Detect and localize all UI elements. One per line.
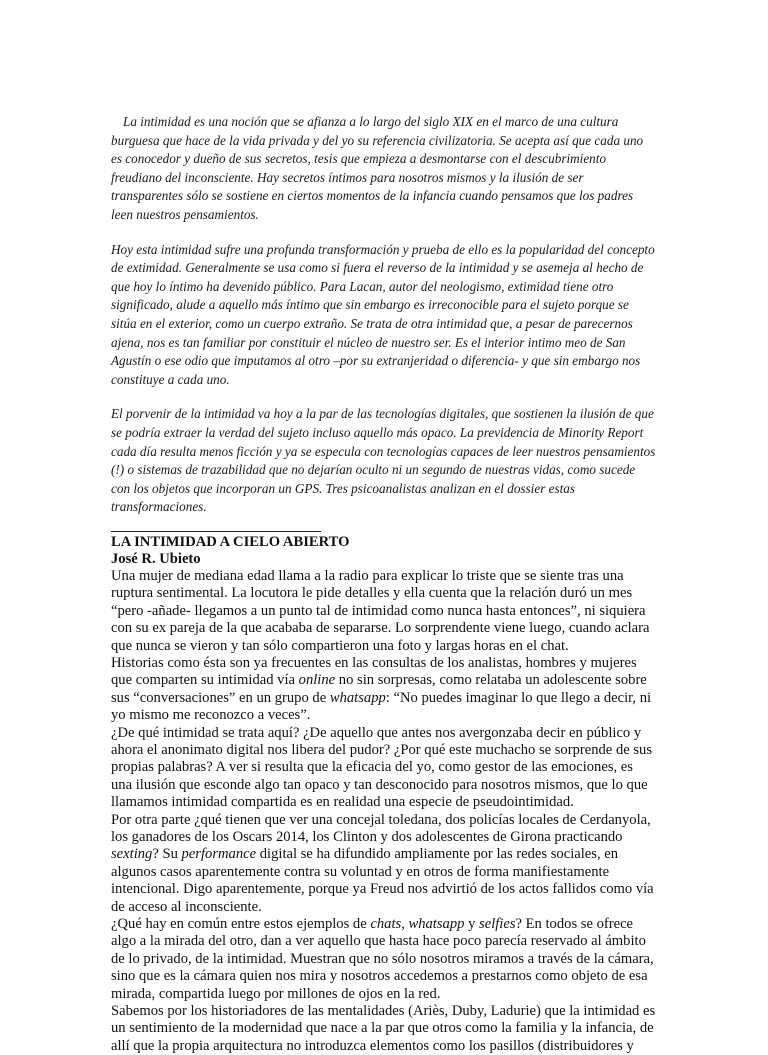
italic-term-performance: performance [181,846,257,863]
section-divider [111,531,321,532]
intro-paragraph-1: La intimidad es una noción que se afianza a lo largo del siglo XIX en el marco de una cultura burguesa que hace de la vida privada y del yo su referencia civilizatoria. Se acepta así que cada uno es conocedor y dueño de sus secretos, tesis que empieza a desmontarse con el descubrimiento freudiano del inconsciente. Hay secretos íntimos para nosotros mismos y la ilusión de ser transparentes sólo se sostiene en ciertos momentos de la infancia cuando pensamos que los padres leen nuestros pensamientos. [111,114,644,222]
italic-term-whatsapp: whatsapp [329,689,386,706]
italic-term-chats: chats [370,916,402,932]
text-run: Por otra parte ¿qué tienen que ver una concejal toledana, dos policías locales de Cerdanyola, los ganadores de los Oscars 2014, los Clinton y dos adolescentes de Girona practicando [111,811,651,845]
body-paragraph-6: Sabemos por los historiadores de las mentalidades (Ariès, Duby, Ladurie) que la intimidad es un sentimiento de la modernidad que nace a la par que otros como la familia y la infancia, de allí que la propia arquitectura no introduzca elementos como los pasillos (distribuidores y [111,1003,656,1054]
body-paragraph-5 [111,916,656,1003]
italic-term-sexting: sexting [111,846,153,863]
text-run: ? Su [152,846,182,863]
text-run: , [401,916,409,932]
text-run: : “No puedes imaginar lo que llego a decir, ni yo mismo me reconozco a veces”. [111,689,652,724]
text-run: no sin sorpresas, como relataba un adolescente sobre sus “conversaciones” en un grupo de [111,672,647,706]
text-run: digital se ha difundido ampliamente por las redes sociales, en algunos casos aparentemente contra su voluntad y en otros de forma manifiestamente intencional. Digo aparentemente, porque ya Freud nos advirtió de los actos fallidos como vía de acceso al inconsciente. [111,846,654,915]
article-title: LA INTIMIDAD A CIELO ABIERTO [111,533,350,550]
intro-section [111,113,656,517]
body-paragraph-1: Una mujer de mediana edad llama a la radio para explicar lo triste que se siente tras una ruptura sentimental. La locutora le pide detalles y ella cuenta que la relación duró un mes “pero -añade- llegamos a un punto tal de intimidad como nunca hasta entonces”, ni siquiera con su ex pareja de la que acababa de separarse. Lo sorprendente viene luego, cuando aclara que nunca se vieron y tan sólo compartieron una foto y largas horas en el chat. [111,567,650,654]
body-paragraph-2 [111,655,656,725]
document-page [111,113,656,1055]
article-author: José R. Ubieto [111,550,201,567]
text-run: ? En todos se ofrece algo a la mirada del otro, dan a ver aquello que hasta hace poco parecía reservado al ámbito de lo privado, de la intimidad. Muestran que no sólo nosotros miramos a través de la cámara, sino que es la cámara quien nos mira y nosotros accedemos a prestarnos como objeto de esa mirada, compartida luego por millones de ojos en la red. [111,916,654,1002]
italic-term-whatsapp: whatsapp [408,916,465,932]
intro-paragraph-2: Hoy esta intimidad sufre una profunda transformación y prueba de ello es la popularidad del concepto de extimidad. Generalmente se usa como si fuera el reverso de la intimidad y se asemeja al hecho de que hoy lo íntimo ha devenido público. Para Lacan, autor del neologismo, extimidad tiene otro significado, alude a aquello más íntimo que sin embargo es irreconocible para el sujeto porque se sitúa en el exterior, como un cuerpo extraño. Se trata de otra intimidad que, a pesar de parecernos ajena, nos es tan familiar por constituir el núcleo de nuestro ser. Es el interior intimo meo de San Agustín o ese odio que imputamos al otro –por su extranjeridad o diferencia- y que sin embargo nos constituye a cada uno. [111,241,655,387]
text-run: Historias como ésta son ya frecuentes en las consultas de los analistas, hombres y mujeres que comparten su intimidad vía [111,654,637,689]
text-run: y [464,916,480,932]
text-run: ¿Qué hay en común entre estos ejemplos de [111,916,371,932]
article-body [111,568,656,1055]
italic-term-online: online [298,672,336,689]
intro-paragraph-3: El porvenir de la intimidad va hoy a la par de las tecnologías digitales, que sostienen la ilusión de que se podría extraer la verdad del sujeto incluso aquello más opaco. La previdencia de Minority Report cada día resulta menos ficción y ya se especula con tecnologías capaces de leer nuestros pensamientos (!) o sistemas de trazabilidad que no dejarían oculto ni un segundo de nuestras vidas, como sucede con los objetos que incorporan un GPS. Tres psicoanalistas analizan en el dossier estas transformaciones. [111,406,656,515]
body-paragraph-4 [111,812,656,916]
body-paragraph-3: ¿De qué intimidad se trata aquí? ¿De aquello que antes nos avergonzaba decir en público y ahora el anonimato digital nos libera del pudor? ¿Por qué este muchacho se sorprende de sus propias palabras? A ver si resulta que la eficacia del yo, como gestor de las emociones, es una ilusión que esconde algo tan opaco y tan desconocido para nosotros mismos, que lo que llamamos intimidad compartida es en realidad una especie de pseudointimidad. [111,724,653,811]
italic-term-selfies: selfies [479,916,516,932]
